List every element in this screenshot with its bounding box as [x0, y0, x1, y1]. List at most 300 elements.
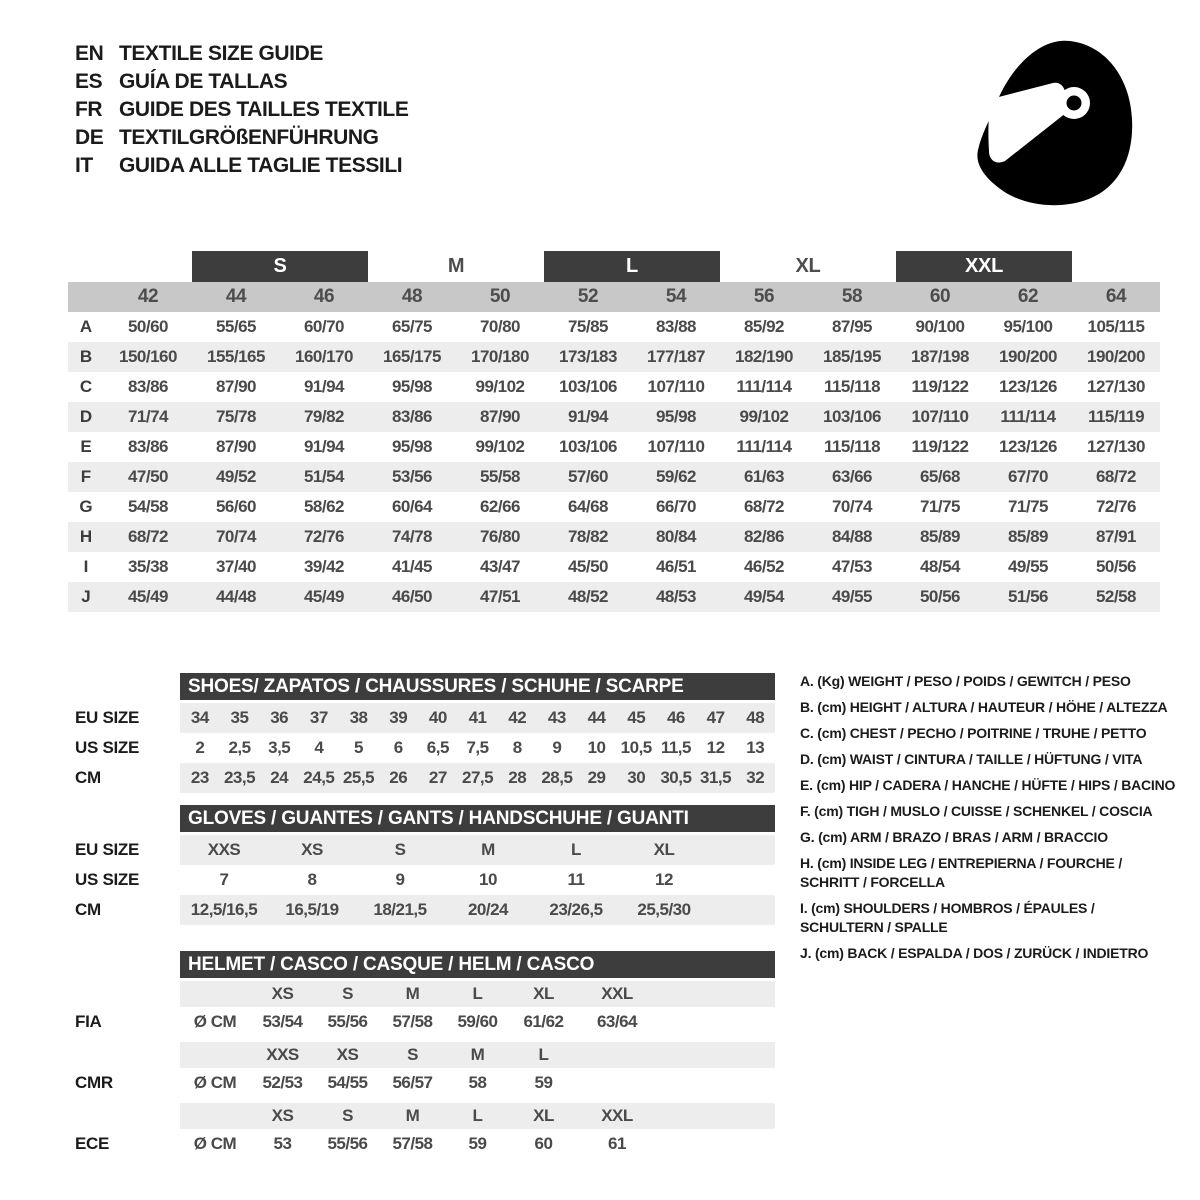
size-value-cell: 115/119 [1087, 407, 1145, 426]
size-table-row [68, 522, 1160, 552]
size-value-cell: 165/175 [383, 347, 441, 366]
legend-line: SCHULTERN / SPALLE [800, 919, 948, 935]
helmet-size-header: XXL [601, 1106, 633, 1125]
size-value-cell: 83/88 [655, 317, 697, 336]
size-value-cell: 46/52 [743, 557, 785, 576]
size-value-cell: 70/74 [215, 527, 257, 546]
size-value-cell: 59/62 [655, 467, 697, 486]
row-cells [180, 1129, 775, 1159]
row-label: CM [75, 768, 101, 787]
row-cells [180, 895, 775, 925]
size-value-cell: 115/118 [823, 377, 881, 396]
value-cell: 46 [666, 708, 685, 727]
size-value-cell: 60/64 [391, 497, 433, 516]
legend-line: D. (cm) WAIST / CINTURA / TAILLE / HÜFTUNG / VITA [800, 751, 1143, 767]
shoes-table-rows [75, 703, 785, 793]
helmet-value-cell: 52/53 [262, 1073, 303, 1092]
value-cell: 43 [547, 708, 566, 727]
helmet-size-header: XS [271, 1106, 294, 1125]
helmet-value-row [75, 1007, 785, 1037]
size-table-row [68, 312, 1160, 342]
unit-cell: Ø CM [193, 1073, 237, 1092]
size-value-cell: 50/60 [127, 317, 169, 336]
size-value-cell: 123/126 [999, 377, 1057, 396]
helmet-table [75, 951, 785, 1159]
size-column-header: 64 [1105, 286, 1127, 307]
legend-line: J. (cm) BACK / ESPALDA / DOS / ZURÜCK / INDIETRO [800, 945, 1149, 961]
row-cells [180, 763, 775, 793]
legend-line: B. (cm) HEIGHT / ALTURA / HAUTEUR / HÖHE / ALTEZZA [800, 699, 1168, 715]
language-code: ES [75, 70, 103, 93]
language-row [75, 124, 408, 152]
helmet-size-header: L [472, 984, 483, 1003]
spacer-cell [75, 1042, 180, 1068]
language-label: TEXTILGRÖßENFÜHRUNG [119, 126, 379, 149]
size-value-cell: 43/47 [479, 557, 521, 576]
helmet-value-cell: 61 [608, 1134, 626, 1153]
size-value-cell: 47/50 [127, 467, 169, 486]
size-value-cell: 123/126 [999, 437, 1057, 456]
size-value-cell: 54/58 [127, 497, 169, 516]
value-cell: 10 [479, 870, 497, 889]
value-cell: 38 [349, 708, 368, 727]
size-row-label: F [80, 467, 92, 486]
helmet-value-cell: 57/58 [392, 1012, 433, 1031]
size-value-cell: 83/86 [127, 437, 169, 456]
helmet-size-header: L [472, 1106, 483, 1125]
size-column-header: 42 [137, 286, 159, 307]
size-value-cell: 47/51 [479, 587, 521, 606]
size-value-cell: 115/118 [823, 437, 881, 456]
size-value-cell: 61/63 [743, 467, 785, 486]
size-column-header: 52 [577, 286, 599, 307]
size-value-cell: 99/102 [739, 407, 789, 426]
value-cell: 28 [508, 768, 527, 787]
value-cell: 48 [746, 708, 765, 727]
row-label: US SIZE [75, 738, 140, 757]
legend-item [800, 854, 1180, 892]
helmet-size-header: M [470, 1045, 485, 1064]
size-value-cell: 107/110 [647, 437, 705, 456]
size-value-cell: 55/65 [215, 317, 257, 336]
size-value-cell: 68/72 [743, 497, 785, 516]
row-label: CM [75, 900, 101, 919]
value-cell: XL [653, 840, 675, 859]
size-value-cell: 71/75 [919, 497, 961, 516]
size-column-header: 50 [489, 286, 511, 307]
value-cell: 8 [512, 738, 522, 757]
value-cell: 27 [428, 768, 447, 787]
size-value-cell: 39/42 [303, 557, 345, 576]
size-value-cell: 48/53 [655, 587, 697, 606]
table-row [75, 703, 785, 733]
legend-item [800, 698, 1180, 717]
value-cell: 30,5 [660, 768, 692, 787]
helmet-size-header: M [405, 984, 420, 1003]
helmet-size-header: XS [271, 984, 294, 1003]
value-cell: 6,5 [426, 738, 449, 757]
size-value-cell: 84/88 [831, 527, 873, 546]
size-value-cell: 46/51 [655, 557, 697, 576]
standard-label: FIA [75, 1012, 102, 1031]
size-value-cell: 49/54 [743, 587, 785, 606]
helmet-size-header: XS [336, 1045, 359, 1064]
value-cell: 23 [190, 768, 209, 787]
size-value-cell: 50/56 [919, 587, 961, 606]
size-value-cell: 95/100 [1003, 317, 1053, 336]
size-value-cell: 56/60 [215, 497, 257, 516]
size-group-xxl: XXL [896, 251, 1072, 282]
size-value-cell: 150/160 [119, 347, 177, 366]
value-cell: 23,5 [223, 768, 256, 787]
helmet-value-cell: 61/62 [523, 1012, 564, 1031]
value-cell: 23/26,5 [549, 900, 603, 919]
size-value-cell: 70/74 [831, 497, 873, 516]
racing-helmet-icon [975, 38, 1135, 210]
size-value-cell: 35/38 [127, 557, 169, 576]
size-value-cell: 37/40 [215, 557, 257, 576]
size-row-label: E [80, 437, 92, 456]
size-value-cell: 119/122 [911, 437, 969, 456]
legend-item [800, 828, 1180, 847]
size-value-cell: 107/110 [911, 407, 969, 426]
size-value-cell: 65/75 [391, 317, 433, 336]
language-label: GUIDA ALLE TAGLIE TESSILI [119, 154, 403, 177]
shoes-table [75, 673, 785, 793]
size-value-cell: 103/106 [559, 377, 617, 396]
value-cell: 27,5 [461, 768, 494, 787]
row-cells [180, 733, 775, 763]
row-cells [180, 981, 775, 1007]
language-label: GUÍA DE TALLAS [119, 70, 288, 93]
language-code: DE [75, 126, 104, 149]
size-value-cell: 78/82 [567, 527, 609, 546]
size-value-cell: 190/200 [1087, 347, 1145, 366]
value-cell: 7,5 [466, 738, 489, 757]
size-value-cell: 75/78 [215, 407, 257, 426]
value-cell: 12 [706, 738, 725, 757]
size-value-cell: 57/60 [567, 467, 609, 486]
legend-line: SCHRITT / FORCELLA [800, 874, 945, 890]
textile-size-table [68, 251, 1160, 612]
legend-item [800, 944, 1180, 963]
language-row [75, 152, 408, 180]
value-cell: 37 [309, 708, 328, 727]
size-value-cell: 105/115 [1087, 317, 1145, 336]
size-value-cell: 87/95 [831, 317, 873, 336]
size-row-label: I [83, 557, 89, 576]
size-value-cell: 74/78 [391, 527, 433, 546]
legend-line: I. (cm) SHOULDERS / HOMBROS / ÉPAULES / [800, 900, 1095, 916]
helmet-size-header: S [342, 1106, 353, 1125]
value-cell: 24 [270, 768, 289, 787]
size-value-cell: 103/106 [559, 437, 617, 456]
value-cell: 11 [567, 870, 585, 889]
value-cell: 47 [706, 708, 725, 727]
size-value-cell: 62/66 [479, 497, 521, 516]
size-value-cell: 58/62 [303, 497, 345, 516]
size-value-cell: 83/86 [127, 377, 169, 396]
size-value-cell: 45/50 [567, 557, 609, 576]
size-value-cell: 85/89 [919, 527, 961, 546]
helmet-value-cell: 58 [468, 1073, 487, 1092]
language-code: FR [75, 98, 103, 121]
size-column-header: 62 [1017, 286, 1039, 307]
value-cell: 28,5 [541, 768, 573, 787]
size-value-cell: 48/52 [567, 587, 609, 606]
value-cell: 25,5 [342, 768, 375, 787]
value-cell: 35 [230, 708, 249, 727]
size-value-cell: 83/86 [391, 407, 433, 426]
size-value-cell: 75/85 [567, 317, 609, 336]
size-row-label: H [79, 527, 93, 546]
value-cell: 40 [428, 708, 447, 727]
size-value-cell: 177/187 [647, 347, 705, 366]
row-label: EU SIZE [75, 840, 140, 859]
value-cell: 2 [195, 738, 205, 757]
helmet-size-row [75, 981, 785, 1007]
language-row [75, 40, 408, 68]
size-value-cell: 66/70 [655, 497, 697, 516]
size-column-header: 60 [929, 286, 951, 307]
value-cell: 12,5/16,5 [190, 900, 258, 919]
value-cell: 39 [389, 708, 408, 727]
value-cell: 2,5 [228, 738, 251, 757]
size-value-cell: 70/80 [479, 317, 521, 336]
size-value-cell: 46/50 [391, 587, 433, 606]
value-cell: 4 [314, 738, 324, 757]
size-table-row [68, 582, 1160, 612]
gloves-table-rows [75, 835, 785, 925]
legend-line: F. (cm) TIGH / MUSLO / CUISSE / SCHENKEL / COSCIA [800, 803, 1153, 819]
size-value-cell: 71/75 [1007, 497, 1049, 516]
language-list [75, 40, 408, 180]
size-value-cell: 91/94 [567, 407, 609, 426]
value-cell: XXS [207, 840, 241, 859]
helmet-value-cell: 60 [534, 1134, 553, 1153]
legend-line: C. (cm) CHEST / PECHO / POITRINE / TRUHE / PETTO [800, 725, 1147, 741]
size-value-cell: 80/84 [655, 527, 697, 546]
size-value-cell: 95/98 [391, 437, 433, 456]
size-value-cell: 72/76 [1095, 497, 1137, 516]
table-row [75, 895, 785, 925]
value-cell: 18/21,5 [373, 900, 427, 919]
size-value-cell: 52/58 [1095, 587, 1137, 606]
size-value-cell: 44/48 [215, 587, 257, 606]
size-value-cell: 160/170 [295, 347, 353, 366]
value-cell: 29 [587, 768, 606, 787]
table-row [75, 763, 785, 793]
helmet-value-cell: 55/56 [327, 1012, 368, 1031]
helmet-size-header: XXS [266, 1045, 299, 1064]
size-value-cell: 50/56 [1095, 557, 1137, 576]
unit-cell: Ø CM [193, 1134, 237, 1153]
size-value-cell: 63/66 [831, 467, 873, 486]
size-value-cell: 85/89 [1007, 527, 1049, 546]
value-cell: 42 [508, 708, 527, 727]
size-value-cell: 185/195 [823, 347, 881, 366]
value-cell: 34 [190, 708, 209, 727]
helmet-value-cell: 56/57 [392, 1073, 433, 1092]
size-value-cell: 68/72 [127, 527, 169, 546]
gloves-table [75, 805, 785, 925]
size-value-cell: 87/91 [1095, 527, 1137, 546]
helmet-value-cell: 59 [534, 1073, 553, 1092]
value-cell: 10,5 [620, 738, 652, 757]
size-value-cell: 182/190 [735, 347, 793, 366]
size-value-cell: 99/102 [475, 377, 525, 396]
helmet-value-cell: 53/54 [262, 1012, 303, 1031]
size-value-cell: 95/98 [655, 407, 697, 426]
value-cell: 5 [354, 738, 363, 757]
size-row-label: C [79, 377, 93, 396]
legend-line: E. (cm) HIP / CADERA / HANCHE / HÜFTE / HIPS / BACINO [800, 777, 1176, 793]
size-table-row [68, 492, 1160, 522]
size-column-header: 54 [665, 286, 687, 307]
value-cell: 45 [627, 708, 646, 727]
size-column-header-row [68, 282, 1160, 312]
size-value-cell: 79/82 [303, 407, 345, 426]
row-cells [180, 1068, 775, 1098]
size-value-cell: 155/165 [207, 347, 265, 366]
legend-item [800, 724, 1180, 743]
language-label: GUIDE DES TAILLES TEXTILE [119, 98, 409, 121]
measurement-legend [800, 672, 1180, 970]
language-row [75, 68, 408, 96]
shoes-table-title: SHOES/ ZAPATOS / CHAUSSURES / SCHUHE / SCARPE [180, 673, 775, 700]
size-value-cell: 65/68 [919, 467, 961, 486]
value-cell: 6 [393, 738, 403, 757]
helmet-table-rows [75, 981, 785, 1159]
standard-label: ECE [75, 1134, 110, 1153]
size-value-cell: 170/180 [471, 347, 529, 366]
size-column-header: 48 [401, 286, 423, 307]
value-cell: 12 [655, 870, 673, 889]
legend-item [800, 899, 1180, 937]
size-value-cell: 55/58 [479, 467, 521, 486]
size-value-cell: 127/130 [1087, 377, 1145, 396]
legend-item [800, 750, 1180, 769]
helmet-value-cell: 59/60 [457, 1012, 498, 1031]
size-value-cell: 103/106 [823, 407, 881, 426]
value-cell: S [394, 840, 406, 859]
value-cell: 11,5 [660, 738, 691, 757]
language-row [75, 96, 408, 124]
size-value-cell: 90/100 [915, 317, 965, 336]
spacer-cell [75, 1103, 180, 1129]
helmet-size-header: S [342, 984, 353, 1003]
spacer-cell [75, 981, 180, 1007]
helmet-value-cell: 55/56 [327, 1134, 368, 1153]
legend-line: G. (cm) ARM / BRAZO / BRAS / ARM / BRACCIO [800, 829, 1108, 845]
legend-line: H. (cm) INSIDE LEG / ENTREPIERNA / FOURCHE / [800, 855, 1123, 871]
size-column-header: 44 [225, 286, 247, 307]
helmet-size-header: M [405, 1106, 420, 1125]
helmet-value-row [75, 1129, 785, 1159]
language-code: EN [75, 42, 104, 65]
size-row-label: D [79, 407, 93, 426]
size-value-cell: 95/98 [391, 377, 433, 396]
size-table-row [68, 402, 1160, 432]
value-cell: 3,5 [268, 738, 291, 757]
helmet-value-cell: 59 [468, 1134, 487, 1153]
size-value-cell: 85/92 [743, 317, 785, 336]
helmet-value-cell: 53 [273, 1134, 292, 1153]
gloves-table-title: GLOVES / GUANTES / GANTS / HANDSCHUHE / GUANTI [180, 805, 775, 832]
size-group-m: M [447, 255, 465, 277]
legend-item [800, 672, 1180, 691]
size-value-cell: 91/94 [303, 437, 345, 456]
row-cells [180, 1007, 775, 1037]
size-row-label: J [81, 587, 91, 606]
unit-cell: Ø CM [193, 1012, 237, 1031]
helmet-value-row [75, 1068, 785, 1098]
size-value-cell: 49/52 [215, 467, 257, 486]
size-value-cell: 111/114 [1000, 407, 1056, 426]
value-cell: 36 [270, 708, 289, 727]
row-cells [180, 1042, 775, 1068]
value-cell: 20/24 [467, 900, 509, 919]
value-cell: 24,5 [303, 768, 335, 787]
value-cell: 30 [627, 768, 646, 787]
size-value-cell: 60/70 [303, 317, 345, 336]
size-value-cell: 82/86 [743, 527, 785, 546]
helmet-value-cell: 57/58 [392, 1134, 433, 1153]
size-value-cell: 51/54 [303, 467, 345, 486]
value-cell: XS [301, 840, 323, 859]
row-cells [180, 703, 775, 733]
value-cell: 25,5/30 [637, 900, 691, 919]
size-value-cell: 67/70 [1007, 467, 1049, 486]
helmet-size-header: XL [533, 984, 554, 1003]
size-table-row [68, 552, 1160, 582]
helmet-size-header: XL [533, 1106, 554, 1125]
size-value-cell: 99/102 [475, 437, 525, 456]
size-table-row [68, 342, 1160, 372]
helmet-value-cell: 63/64 [596, 1012, 638, 1031]
value-cell: 10 [587, 738, 606, 757]
value-cell: 32 [746, 768, 765, 787]
size-value-cell: 119/122 [911, 377, 969, 396]
value-cell: 41 [468, 708, 487, 727]
language-label: TEXTILE SIZE GUIDE [119, 42, 323, 65]
helmet-size-row [75, 1042, 785, 1068]
size-group-row [68, 251, 1160, 282]
table-row [75, 865, 785, 895]
size-group-s: S [192, 251, 368, 282]
size-value-cell: 111/114 [736, 377, 792, 396]
size-value-cell: 51/56 [1007, 587, 1049, 606]
size-value-cell: 87/90 [479, 407, 521, 426]
size-value-cell: 41/45 [391, 557, 433, 576]
size-value-cell: 47/53 [831, 557, 873, 576]
size-value-cell: 173/183 [559, 347, 617, 366]
value-cell: 44 [587, 708, 606, 727]
legend-item [800, 776, 1180, 795]
size-value-cell: 68/72 [1095, 467, 1137, 486]
row-label: US SIZE [75, 870, 140, 889]
helmet-value-cell: 54/55 [327, 1073, 368, 1092]
table-row [75, 733, 785, 763]
helmet-size-header: S [407, 1045, 418, 1064]
value-cell: 16,5/19 [285, 900, 339, 919]
language-code: IT [75, 154, 93, 177]
size-column-header: 58 [841, 286, 863, 307]
size-value-cell: 87/90 [215, 377, 257, 396]
value-cell: 9 [552, 738, 562, 757]
size-value-cell: 72/76 [303, 527, 345, 546]
row-label: EU SIZE [75, 708, 140, 727]
